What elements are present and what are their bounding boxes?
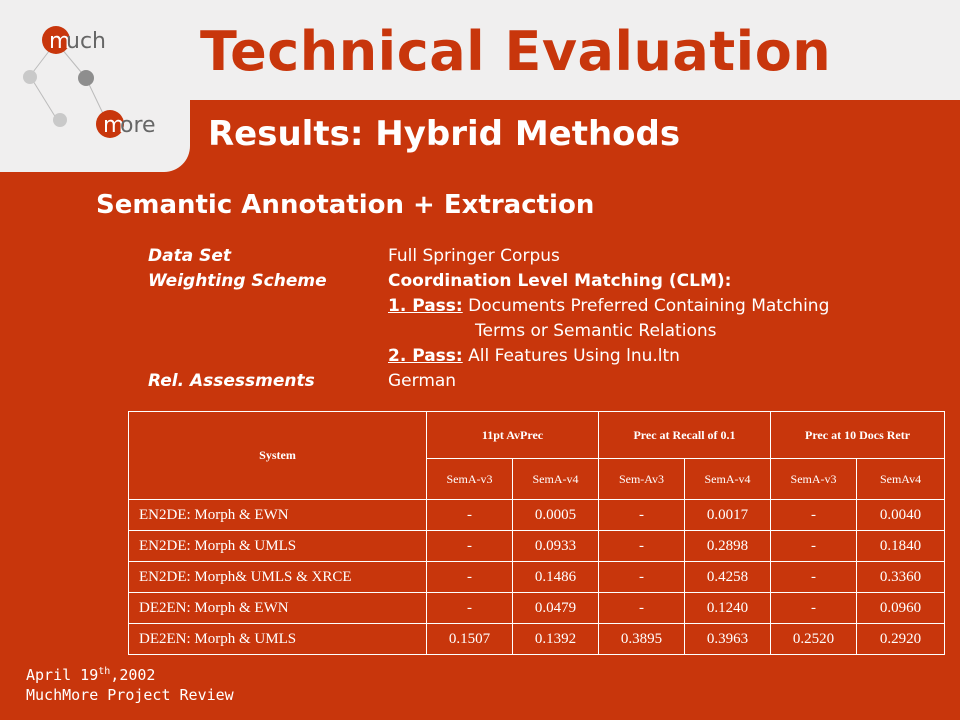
logo-m-top: m xyxy=(49,29,71,54)
value-cell: - xyxy=(427,531,513,562)
group-header: 11pt AvPrec xyxy=(427,412,599,459)
sub-header: SemA-v4 xyxy=(513,459,599,500)
logo-gray-dot xyxy=(53,113,67,127)
logo-gray-dot xyxy=(23,70,37,84)
system-cell: EN2DE: Morph & UMLS xyxy=(129,531,427,562)
value-cell: - xyxy=(771,500,857,531)
sub-header: SemA-v3 xyxy=(427,459,513,500)
value-cell: 0.3963 xyxy=(685,624,771,655)
value-cell: - xyxy=(771,593,857,624)
rel-value: German xyxy=(388,371,457,391)
weighting-value: Coordination Level Matching (CLM): xyxy=(388,271,732,291)
pass1 xyxy=(388,294,829,319)
sub-header: SemA-v4 xyxy=(685,459,771,500)
group-header: Prec at Recall of 0.1 xyxy=(599,412,771,459)
value-cell: - xyxy=(427,500,513,531)
pass1-text: Documents Preferred Containing Matching xyxy=(468,296,830,316)
footer-date-suffix: ,2002 xyxy=(110,666,156,684)
pass2-text: All Features Using lnu.ltn xyxy=(468,346,680,366)
value-cell: - xyxy=(599,562,685,593)
group-header: Prec at 10 Docs Retr xyxy=(771,412,945,459)
value-cell: - xyxy=(599,500,685,531)
data-set-label: Data Set xyxy=(148,246,231,266)
weighting-label: Weighting Scheme xyxy=(148,271,327,291)
value-cell: 0.0005 xyxy=(513,500,599,531)
logo-word-much: uch xyxy=(66,29,106,54)
footer-project: MuchMore Project Review xyxy=(26,686,234,704)
value-cell: - xyxy=(599,531,685,562)
pass1-label: 1. Pass: xyxy=(388,296,463,316)
logo-m-bottom: m xyxy=(103,113,125,138)
value-cell: 0.4258 xyxy=(685,562,771,593)
table-row xyxy=(129,500,945,531)
sub-header: Sem-Av3 xyxy=(599,459,685,500)
value-cell: 0.2898 xyxy=(685,531,771,562)
data-set-value: Full Springer Corpus xyxy=(388,246,560,266)
value-cell: 0.1840 xyxy=(857,531,945,562)
page-title: Technical Evaluation xyxy=(200,20,832,83)
system-cell: EN2DE: Morph& UMLS & XRCE xyxy=(129,562,427,593)
pass1-text-cont: Terms or Semantic Relations xyxy=(475,321,717,341)
value-cell: 0.0479 xyxy=(513,593,599,624)
value-cell: 0.0933 xyxy=(513,531,599,562)
value-cell: - xyxy=(427,562,513,593)
footer-date xyxy=(26,662,234,685)
logo-card xyxy=(0,0,190,172)
value-cell: 0.1507 xyxy=(427,624,513,655)
footer-date-sup: th xyxy=(98,666,111,677)
table-row xyxy=(129,624,945,655)
value-cell: 0.3360 xyxy=(857,562,945,593)
table-header-row xyxy=(129,412,945,459)
value-cell: 0.0040 xyxy=(857,500,945,531)
rel-label: Rel. Assessments xyxy=(148,371,315,391)
value-cell: 0.1486 xyxy=(513,562,599,593)
pass2-label: 2. Pass: xyxy=(388,346,463,366)
table-row xyxy=(129,531,945,562)
sub-header: SemAv4 xyxy=(857,459,945,500)
section-heading: Semantic Annotation + Extraction xyxy=(96,190,595,220)
value-cell: - xyxy=(771,562,857,593)
system-cell: DE2EN: Morph & EWN xyxy=(129,593,427,624)
value-cell: - xyxy=(427,593,513,624)
footer-date-prefix: April 19 xyxy=(26,666,99,684)
value-cell: 0.3895 xyxy=(599,624,685,655)
logo-word-more: ore xyxy=(120,113,156,138)
logo-dark-dot xyxy=(78,70,94,86)
footer xyxy=(26,662,234,705)
value-cell: 0.2920 xyxy=(857,624,945,655)
results-table xyxy=(128,411,945,655)
page-subtitle: Results: Hybrid Methods xyxy=(208,114,681,154)
system-header: System xyxy=(129,412,427,500)
value-cell: 0.2520 xyxy=(771,624,857,655)
value-cell: 0.0017 xyxy=(685,500,771,531)
system-cell: DE2EN: Morph & UMLS xyxy=(129,624,427,655)
table-row xyxy=(129,593,945,624)
value-cell: - xyxy=(599,593,685,624)
muchmore-logo xyxy=(0,0,190,172)
value-cell: 0.1240 xyxy=(685,593,771,624)
system-cell: EN2DE: Morph & EWN xyxy=(129,500,427,531)
sub-header: SemA-v3 xyxy=(771,459,857,500)
value-cell: - xyxy=(771,531,857,562)
value-cell: 0.0960 xyxy=(857,593,945,624)
pass2 xyxy=(388,344,680,369)
table-row xyxy=(129,562,945,593)
value-cell: 0.1392 xyxy=(513,624,599,655)
